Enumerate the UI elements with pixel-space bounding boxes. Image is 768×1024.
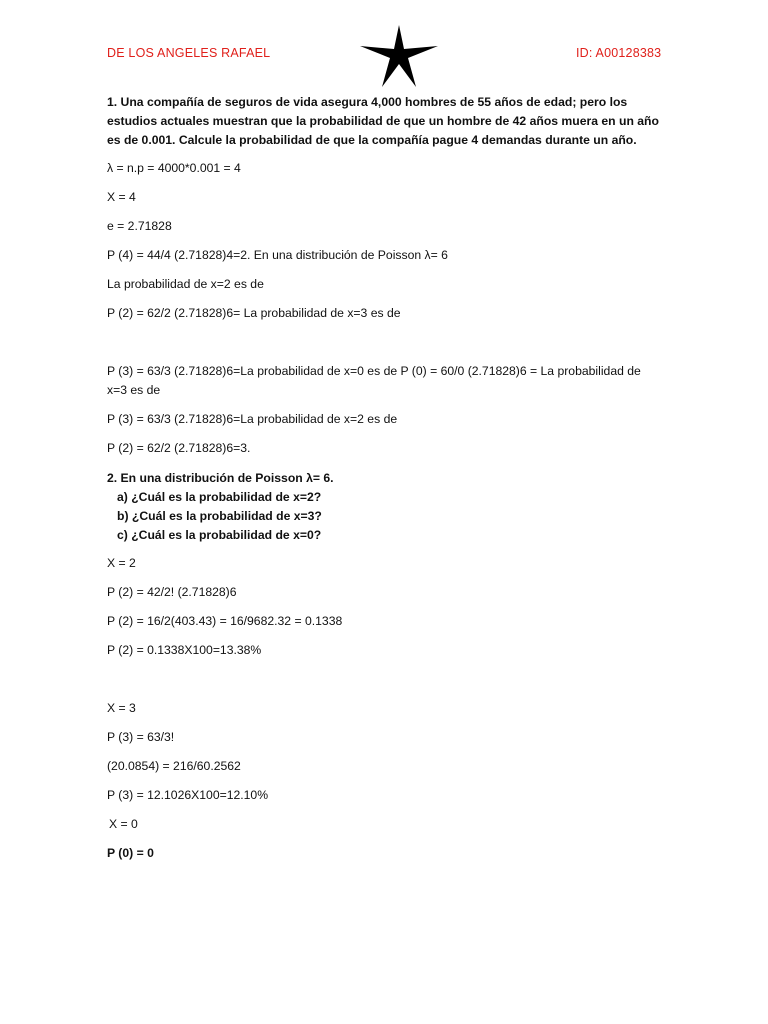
problem1-statement-line-2: estudios actuales muestran que la probabilidad de que un hombre de 42 años muera en un año — [107, 114, 659, 128]
student-id: ID: A00128383 — [576, 46, 662, 60]
p3-calc-line: (20.0854) = 216/60.2562 — [107, 759, 241, 773]
problem2-title: 2. En una distribución de Poisson λ= 6. — [107, 471, 334, 485]
black-star-icon — [360, 25, 438, 87]
p3-line-a-1: P (3) = 63/3 (2.71828)6=La probabilidad de x=0 es de P (0) = 60/0 (2.71828)6 = La probabilidad de — [107, 364, 641, 378]
p3-formula-line: P (3) = 63/3! — [107, 730, 175, 744]
x2-line: X = 2 — [107, 556, 136, 570]
problem1-statement-line-3: es de 0.001. Calcule la probabilidad de que la compañía pague 4 demandas durante un año. — [107, 133, 637, 147]
p3-line-b: P (3) = 63/3 (2.71828)6=La probabilidad de x=2 es de — [107, 412, 398, 426]
problem2-question-c: c) ¿Cuál es la probabilidad de x=0? — [117, 528, 322, 542]
x3-line: X = 3 — [107, 701, 136, 715]
p2-formula-line: P (2) = 42/2! (2.71828)6 — [107, 585, 237, 599]
prob-x2-line: La probabilidad de x=2 es de — [107, 277, 264, 291]
lambda-line: λ = n.p = 4000*0.001 = 4 — [107, 161, 241, 175]
p0-line: P (0) = 0 — [107, 846, 154, 860]
student-name: DE LOS ANGELES RAFAEL — [107, 46, 271, 60]
x-value-line: X = 4 — [107, 190, 136, 204]
p3-line-a-2: x=3 es de — [107, 383, 161, 397]
p2-line-b: P (2) = 62/2 (2.71828)6=3. — [107, 441, 251, 455]
p2-calc-line: P (2) = 16/2(403.43) = 16/9682.32 = 0.1338 — [107, 614, 343, 628]
x0-line: X = 0 — [109, 817, 138, 831]
problem2-question-a: a) ¿Cuál es la probabilidad de x=2? — [117, 490, 322, 504]
p4-line: P (4) = 44/4 (2.71828)4=2. En una distribución de Poisson λ= 6 — [107, 248, 448, 262]
p2-line-a: P (2) = 62/2 (2.71828)6= La probabilidad de x=3 es de — [107, 306, 401, 320]
problem2-question-b: b) ¿Cuál es la probabilidad de x=3? — [117, 509, 322, 523]
e-value-line: e = 2.71828 — [107, 219, 172, 233]
problem1-statement-line-1: 1. Una compañía de seguros de vida asegura 4,000 hombres de 55 años de edad; pero los — [107, 95, 628, 109]
p3-percent-line: P (3) = 12.1026X100=12.10% — [107, 788, 269, 802]
p2-percent-line: P (2) = 0.1338X100=13.38% — [107, 643, 262, 657]
